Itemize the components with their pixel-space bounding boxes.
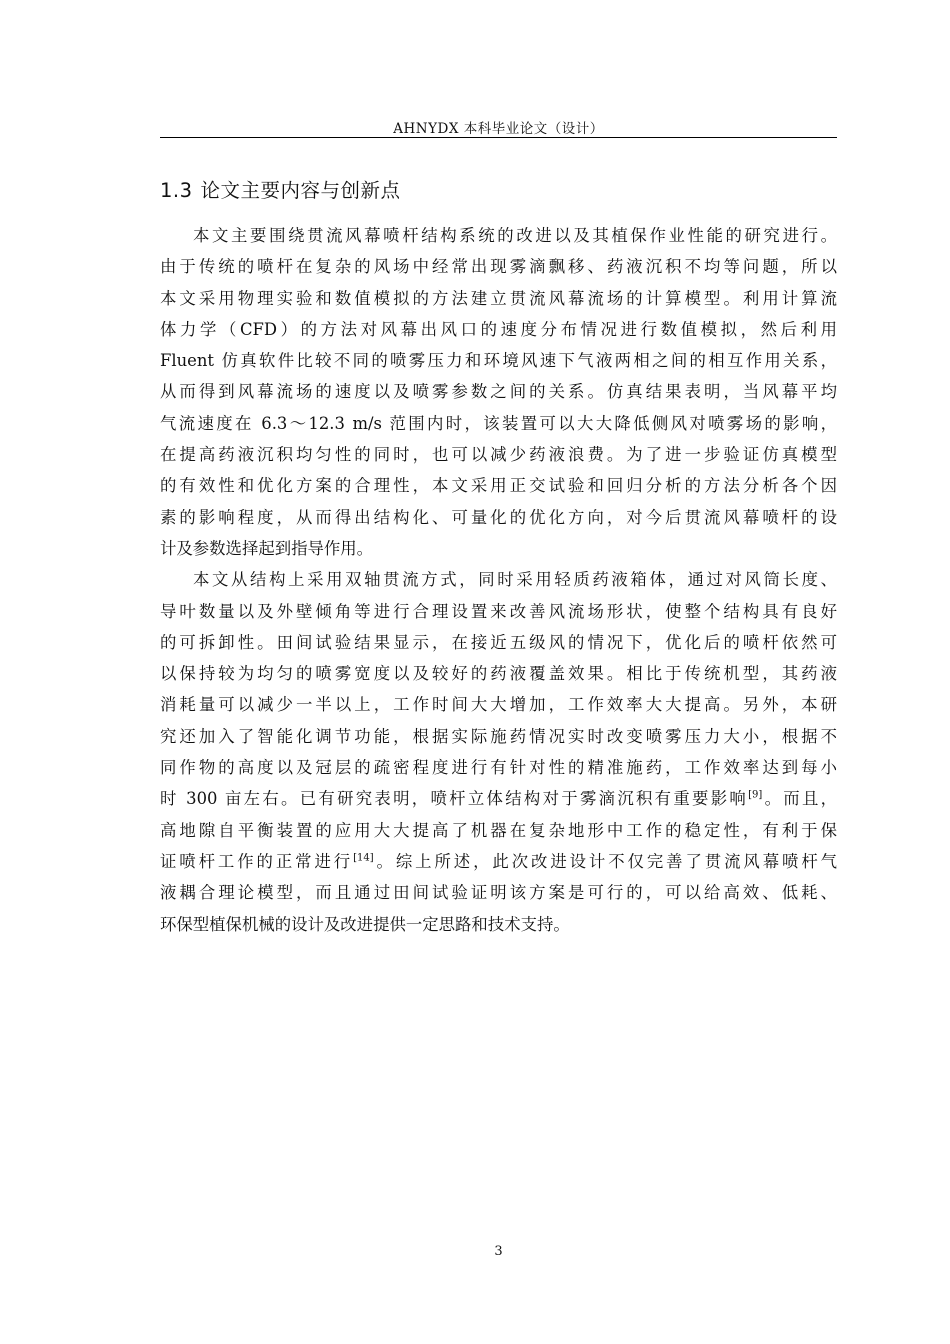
- text-span: 。而且，: [762, 789, 838, 809]
- citation-ref: [9]: [748, 789, 763, 801]
- text-line: 高地隙自平衡装置的应用大大提高了机器在复杂地形中工作的稳定性，有利于保: [160, 820, 837, 840]
- text-line: 素的影响程度，从而得出结构化、可量化的优化方向，对今后贯流风幕喷杆的设: [160, 507, 837, 527]
- page-header: AHNYDX 本科毕业论文（设计）: [393, 121, 604, 137]
- text-line: 在提高药液沉积均匀性的同时，也可以减少药液浪费。为了进一步验证仿真模型: [160, 445, 837, 465]
- text-line: 以保持较为均匀的喷雾宽度以及较好的药液覆盖效果。相比于传统机型，其药液: [160, 664, 837, 684]
- text-line: 从而得到风幕流场的速度以及喷雾参数之间的关系。仿真结果表明，当风幕平均: [160, 382, 837, 402]
- text-line: 由于传统的喷杆在复杂的风场中经常出现雾滴飘移、药液沉积不均等问题，所以: [160, 257, 837, 277]
- text-span: 时 300 亩左右。已有研究表明，喷杆立体结构对于雾滴沉积有重要影响: [160, 789, 749, 809]
- text-line: 本文从结构上采用双轴贯流方式，同时采用轻质药液箱体，通过对风筒长度、: [193, 570, 837, 590]
- text-span: 证喷杆工作的正常进行: [160, 851, 354, 871]
- citation-ref: [14]: [353, 852, 374, 864]
- text-line: [160, 783, 837, 814]
- text-line: 液耦合理论模型，而且通过田间试验证明该方案是可行的，可以给高效、低耗、: [160, 883, 837, 903]
- section-heading: [160, 175, 401, 203]
- text-line: 体力学（CFD）的方法对风幕出风口的速度分布情况进行数值模拟，然后利用: [160, 319, 837, 339]
- text-line: Fluent 仿真软件比较不同的喷雾压力和环境风速下气液两相之间的相互作用关系，: [160, 351, 837, 371]
- text-line: [160, 846, 837, 877]
- text-line: 本文采用物理实验和数值模拟的方法建立贯流风幕流场的计算模型。利用计算流: [160, 288, 837, 308]
- text-line: 本文主要围绕贯流风幕喷杆结构系统的改进以及其植保作业性能的研究进行。: [193, 226, 837, 245]
- header-rule: [160, 137, 837, 138]
- section-number: 1.3: [160, 179, 193, 202]
- section-title: 论文主要内容与创新点: [200, 179, 401, 202]
- text-span: 。综上所述，此次改进设计不仅完善了贯流风幕喷杆气: [373, 851, 838, 871]
- text-line: 气流速度在 6.3～12.3 m/s 范围内时，该装置可以大大降低侧风对喷雾场的影响，: [160, 413, 837, 433]
- text-line: 计及参数选择起到指导作用。: [160, 538, 374, 558]
- text-line: 导叶数量以及外壁倾角等进行合理设置来改善风流场形状，使整个结构具有良好: [160, 601, 837, 621]
- page-number: 3: [494, 1244, 503, 1259]
- text-line: 同作物的高度以及冠层的疏密程度进行有针对性的精准施药，工作效率达到每小: [160, 758, 837, 778]
- text-line: 究还加入了智能化调节功能，根据实际施药情况实时改变喷雾压力大小，根据不: [160, 726, 837, 746]
- text-line: 消耗量可以减少一半以上，工作时间大大增加，工作效率大大提高。另外，本研: [160, 695, 837, 715]
- text-line: 的有效性和优化方案的合理性，本文采用正交试验和回归分析的方法分析各个因: [160, 476, 837, 496]
- body-text: [160, 220, 837, 940]
- text-line: 的可拆卸性。田间试验结果显示，在接近五级风的情况下，优化后的喷杆依然可: [160, 632, 837, 652]
- text-line: 环保型植保机械的设计及改进提供一定思路和技术支持。: [160, 914, 570, 934]
